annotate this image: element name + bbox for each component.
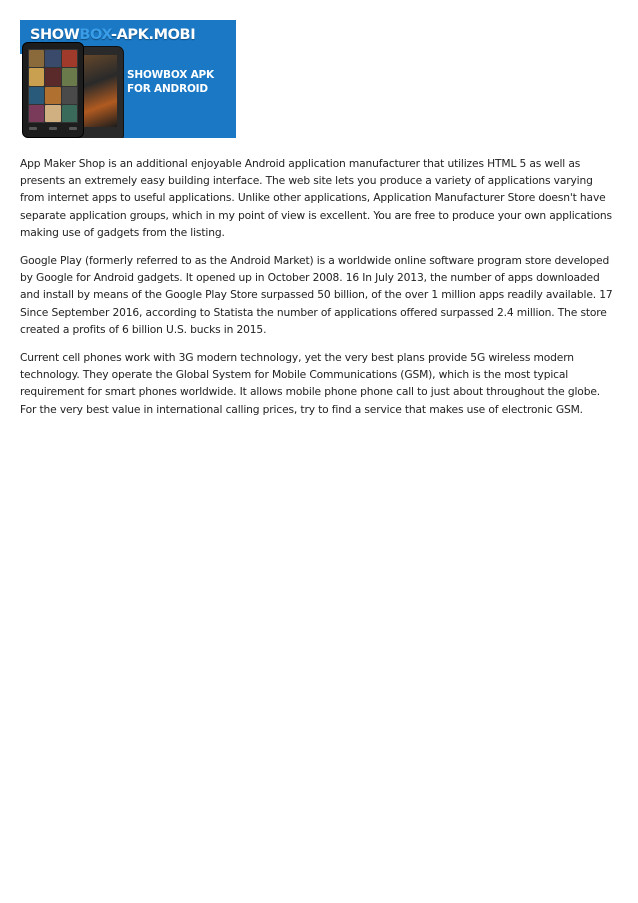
- poster-tile: [29, 105, 44, 122]
- paragraph-google-play: Google Play (formerly referred to as the Android Market) is a worldwide online software program store developed by Google for Android gadgets. It opened up in October 2008. 16 In July 2013, the number of apps downloaded and install by means of the Google Play Store surpassed 50 billion, of the over 1 million apps readily available. 17 Since September 2016, according to Statista the number of applications offered surpassed 2.4 million. The store created a profits of 6 billion U.S. bucks in 2015.: [20, 254, 613, 336]
- poster-tile: [45, 50, 60, 67]
- poster-tile: [45, 87, 60, 104]
- logo-text-white: SHOW: [30, 27, 80, 43]
- poster-tile: [62, 87, 77, 104]
- poster-tile: [45, 105, 60, 122]
- phone-front-image: [22, 42, 84, 138]
- paragraph-cell-phones: Current cell phones work with 3G modern technology, yet the very best plans provide 5G wireless modern technology. They operate the Global System for Mobile Communications (GSM), which is the most typical requirement for smart phones worldwide. It allows mobile phone phone call to just about throughout the globe. For the very best value in international calling prices, try to find a service that makes use of electronic GSM.: [20, 351, 600, 416]
- poster-tile: [62, 68, 77, 85]
- poster-tile: [62, 50, 77, 67]
- poster-tile: [29, 68, 44, 85]
- showbox-logo: [30, 26, 195, 44]
- phone-nav-buttons: [29, 127, 77, 133]
- tagline-line-1: SHOWBOX APK: [127, 69, 214, 81]
- poster-tile: [29, 87, 44, 104]
- banner-tagline: [127, 68, 235, 96]
- logo-text-rest: -APK.MOBI: [110, 27, 196, 43]
- poster-tile: [62, 105, 77, 122]
- tagline-line-2: FOR ANDROID: [127, 83, 208, 95]
- poster-tile: [45, 68, 60, 85]
- paragraph-app-maker: App Maker Shop is an additional enjoyable Android application manufacturer that utilizes HTML 5 as well as presents an extremely easy building interface. The web site lets you produce a variety of applications varying from internet apps to useful applications. Unlike other applications, Application Manufacturer Store doesn't have separate application groups, which in my point of view is excellent. You are free to produce your own applications making use of gadgets from the listing.: [20, 157, 612, 239]
- phone-front-screen: [28, 49, 78, 123]
- logo-text-accent: BOX: [79, 27, 111, 43]
- poster-tile: [29, 50, 44, 67]
- article-body: [20, 155, 618, 429]
- showbox-banner-image: [20, 20, 236, 138]
